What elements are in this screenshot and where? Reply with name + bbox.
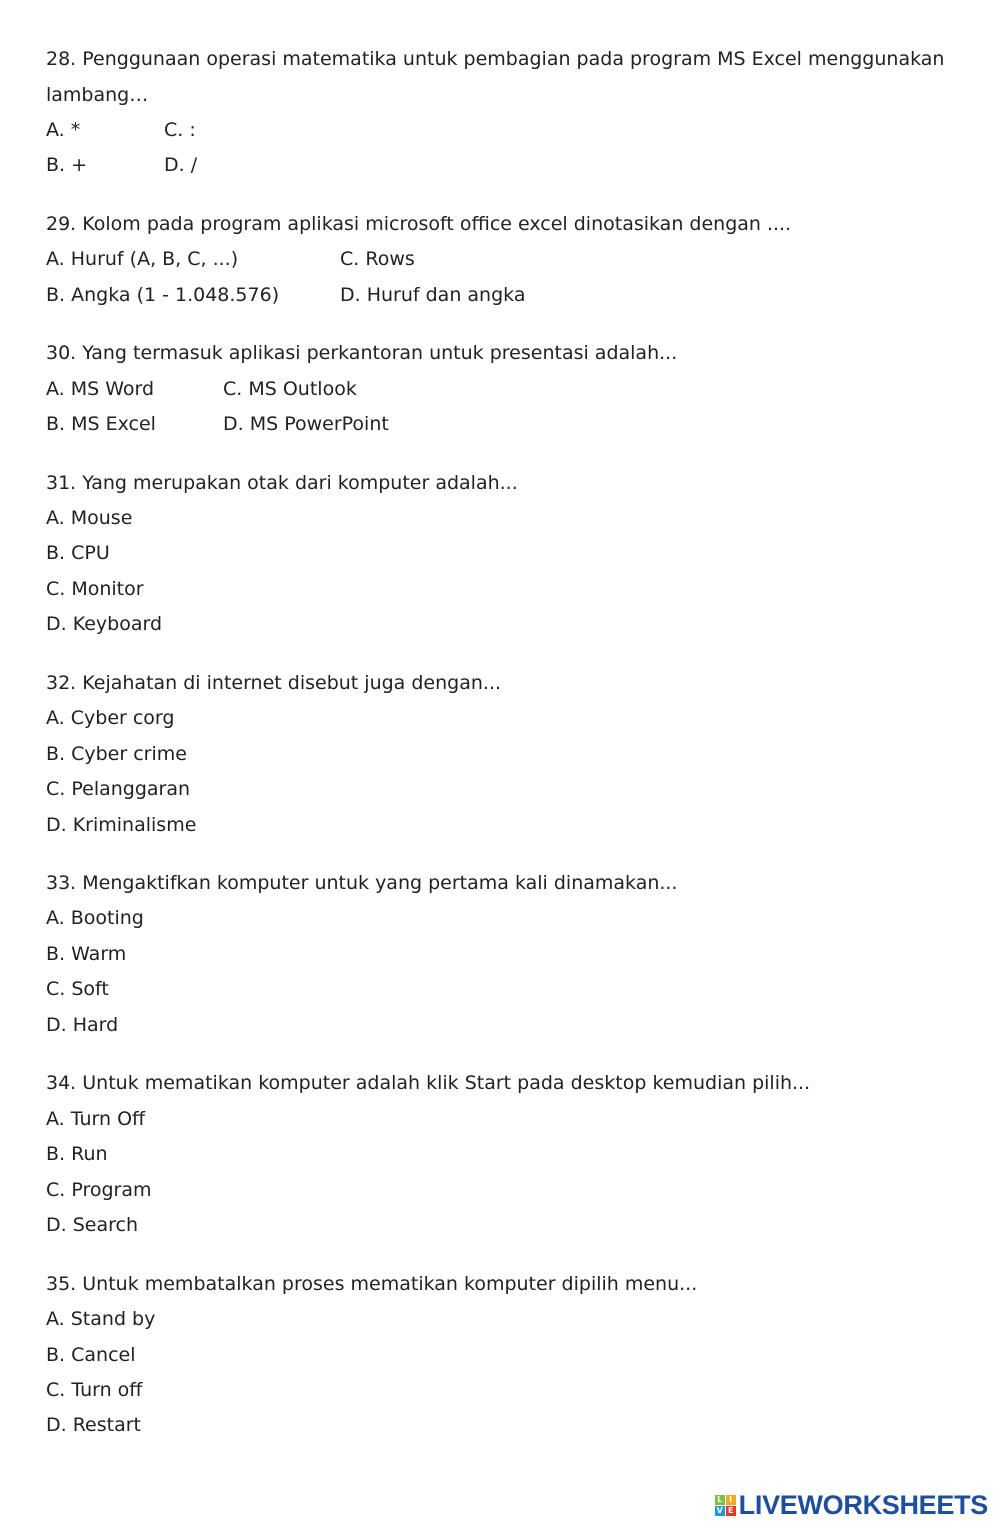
question-31-text: 31. Yang merupakan otak dari komputer adalah... [46, 472, 518, 494]
question-35-text: 35. Untuk membatalkan proses mematikan komputer dipilih menu... [46, 1273, 698, 1295]
q34-option-b[interactable]: B. Run [46, 1143, 108, 1165]
q32-option-a[interactable]: A. Cyber corg [46, 707, 175, 729]
q33-option-d[interactable]: D. Hard [46, 1014, 119, 1036]
q28-option-d[interactable]: D. / [164, 154, 198, 176]
q34-option-a[interactable]: A. Turn Off [46, 1108, 146, 1130]
q31-option-a[interactable]: A. Mouse [46, 507, 133, 529]
q30-option-a[interactable]: A. MS Word [46, 378, 155, 400]
logo-tile-e: E [726, 1506, 736, 1516]
q33-option-c[interactable]: C. Soft [46, 978, 109, 1000]
question-28-text-cont: lambang… [46, 84, 149, 106]
q35-option-c[interactable]: C. Turn off [46, 1379, 143, 1401]
liveworksheets-logo-icon [715, 1495, 736, 1516]
liveworksheets-logo [715, 1490, 988, 1520]
question-30-text: 30. Yang termasuk aplikasi perkantoran untuk presentasi adalah... [46, 342, 678, 364]
q31-option-d[interactable]: D. Keyboard [46, 613, 163, 635]
q35-option-a[interactable]: A. Stand by [46, 1308, 156, 1330]
q35-option-b[interactable]: B. Cancel [46, 1344, 136, 1366]
q30-option-d[interactable]: D. MS PowerPoint [223, 413, 389, 435]
q32-option-b[interactable]: B. Cyber crime [46, 743, 187, 765]
q28-option-a[interactable]: A. * [46, 119, 81, 141]
q29-option-a[interactable]: A. Huruf (A, B, C, ...) [46, 248, 239, 270]
liveworksheets-logo-text: LIVEWORKSHEETS [738, 1489, 988, 1520]
q32-option-d[interactable]: D. Kriminalisme [46, 814, 197, 836]
q31-option-c[interactable]: C. Monitor [46, 578, 144, 600]
q30-option-c[interactable]: C. MS Outlook [223, 378, 357, 400]
q30-option-b[interactable]: B. MS Excel [46, 413, 156, 435]
logo-tile-i: I [726, 1495, 736, 1505]
q29-option-d[interactable]: D. Huruf dan angka [340, 284, 526, 306]
q28-option-b[interactable]: B. + [46, 154, 88, 176]
question-32-text: 32. Kejahatan di internet disebut juga dengan... [46, 672, 502, 694]
q35-option-d[interactable]: D. Restart [46, 1414, 141, 1436]
logo-tile-v: V [716, 1506, 723, 1515]
q33-option-a[interactable]: A. Booting [46, 907, 144, 929]
q29-option-b[interactable]: B. Angka (1 - 1.048.576) [46, 284, 280, 306]
logo-tile-l: L [715, 1495, 725, 1505]
q28-option-c[interactable]: C. : [164, 119, 196, 141]
question-33-text: 33. Mengaktifkan komputer untuk yang pertama kali dinamakan... [46, 872, 678, 894]
q29-option-c[interactable]: C. Rows [340, 248, 415, 270]
question-28-text: 28. Penggunaan operasi matematika untuk pembagian pada program MS Excel menggunakan [46, 48, 945, 70]
question-34-text: 34. Untuk mematikan komputer adalah klik Start pada desktop kemudian pilih... [46, 1072, 811, 1094]
question-29-text: 29. Kolom pada program aplikasi microsoft office excel dinotasikan dengan .... [46, 213, 792, 235]
q31-option-b[interactable]: B. CPU [46, 542, 110, 564]
q33-option-b[interactable]: B. Warm [46, 943, 127, 965]
q32-option-c[interactable]: C. Pelanggaran [46, 778, 191, 800]
q34-option-c[interactable]: C. Program [46, 1179, 152, 1201]
q34-option-d[interactable]: D. Search [46, 1214, 138, 1236]
